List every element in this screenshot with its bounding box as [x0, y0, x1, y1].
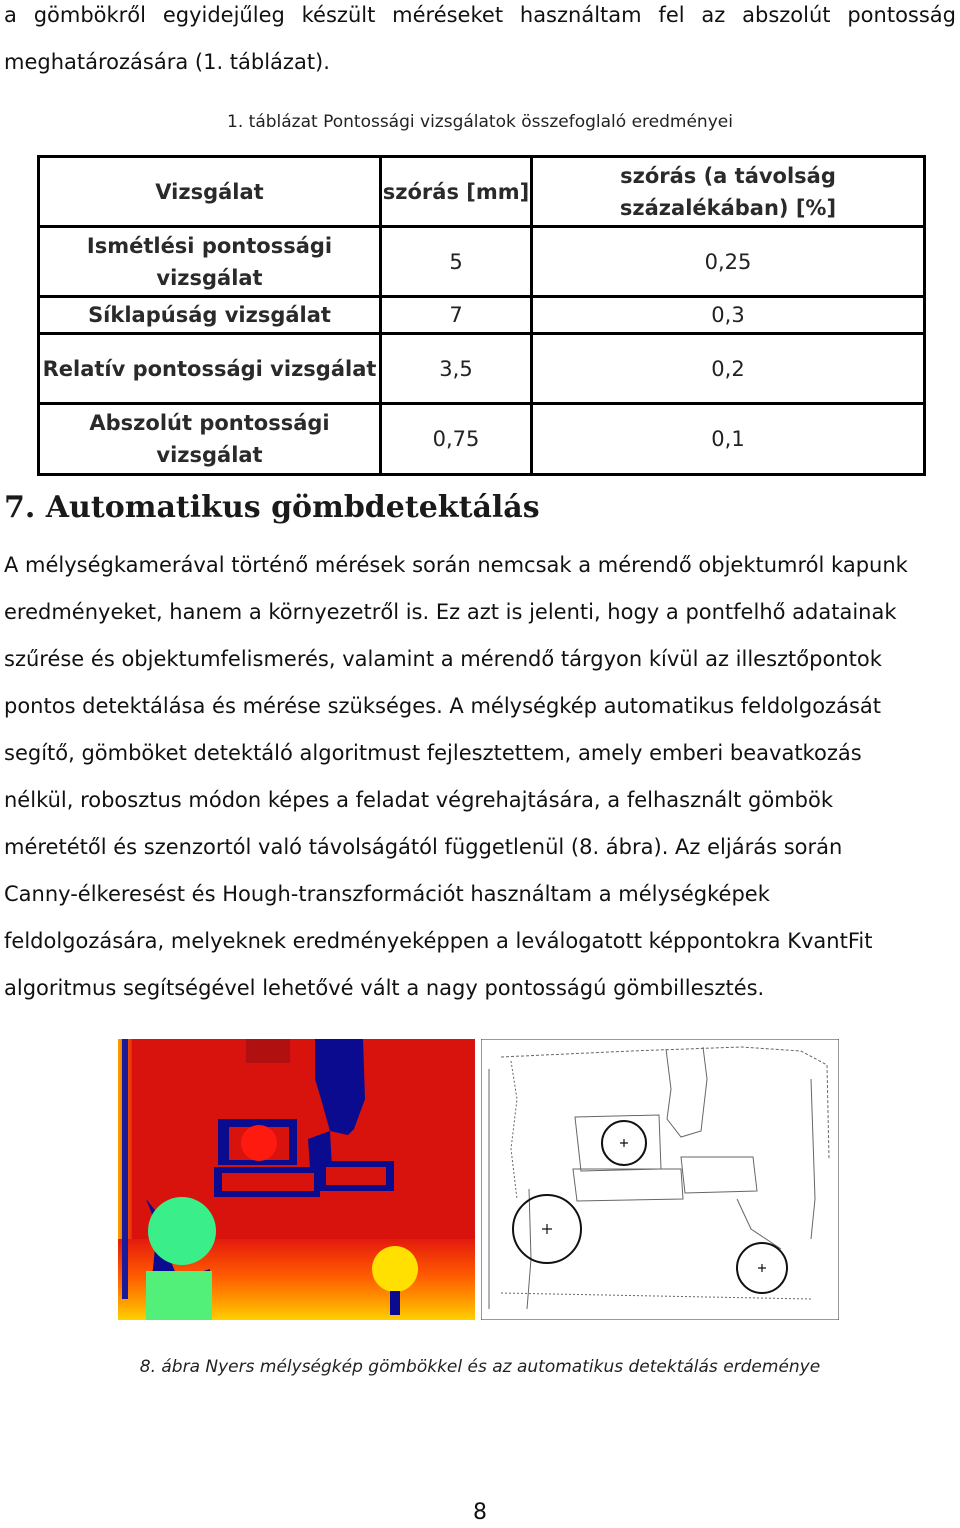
- section-heading: 7. Automatikus gömbdetektálás: [4, 490, 540, 525]
- intro-paragraph: [4, 0, 956, 94]
- table-row: [39, 297, 925, 334]
- header-szoras-mm: szórás [mm]: [381, 157, 532, 227]
- table-row: [39, 227, 925, 297]
- intro-line: meghatározására (1. táblázat).: [4, 50, 330, 74]
- body-paragraph: [4, 544, 956, 1014]
- results-table: [37, 155, 926, 476]
- body-line: pontos detektálása és mérése szükséges. A mélységkép automatikus feldolgozását: [4, 694, 881, 718]
- depth-shadow-left: [122, 1039, 128, 1299]
- sphere-large-depth: [148, 1197, 216, 1265]
- body-line: A mélységkamerával történő mérések során nemcsak a mérendő objektumról kapunk: [4, 553, 908, 577]
- intro-line: a gömbökről egyidejűleg készült méréseket használtam fel az abszolút pontosság: [4, 3, 956, 27]
- body-line: szűrése és objektumfelismerés, valamint a mérendő tárgyon kívül az illesztőpontok: [4, 647, 882, 671]
- depth-image: [118, 1039, 475, 1320]
- figure-caption: 8. ábra Nyers mélységkép gömbökkel és az automatikus detektálás erdeménye: [139, 1357, 821, 1377]
- body-line: segítő, gömböket detektáló algoritmust fejlesztettem, amely emberi beavatkozás: [4, 741, 862, 765]
- body-line: eredményeket, hanem a környezetről is. Ez azt is jelenti, hogy a pontfelhő adatainak: [4, 600, 897, 624]
- table-header-row: [39, 157, 925, 227]
- depth-dark-region: [246, 1039, 290, 1063]
- depth-object-red: [222, 1173, 314, 1191]
- body-line: feldolgozására, melyeknek eredményeképpen a leválogatott képpontokra KvantFit: [4, 929, 873, 953]
- row-percent: 0,2: [532, 334, 925, 404]
- page-number: 8: [473, 1500, 487, 1525]
- table-row: [39, 334, 925, 404]
- sphere-medium-depth: [372, 1246, 418, 1292]
- row-mm: 3,5: [381, 334, 532, 404]
- row-percent: 0,25: [532, 227, 925, 297]
- depth-object-green: [146, 1271, 212, 1320]
- row-name: Relatív pontossági vizsgálat: [39, 334, 381, 404]
- header-vizsgalat: Vizsgálat: [39, 157, 381, 227]
- body-line: Canny-élkeresést és Hough-transzformációt használtam a mélységképek: [4, 882, 770, 906]
- row-mm: 0,75: [381, 404, 532, 475]
- header-szoras-percent: szórás (a távolság százalékában) [%]: [532, 157, 925, 227]
- body-line: méretétől és szenzortól való távolságától függetlenül (8. ábra). Az eljárás során: [4, 835, 843, 859]
- body-line: algoritmus segítségével lehetővé vált a nagy pontosságú gömbillesztés.: [4, 976, 765, 1000]
- row-percent: 0,3: [532, 297, 925, 334]
- depth-object-red: [326, 1167, 386, 1185]
- row-percent: 0,1: [532, 404, 925, 475]
- body-line: nélkül, robosztus módon képes a feladat végrehajtására, a felhasznált gömbök: [4, 788, 834, 812]
- row-mm: 5: [381, 227, 532, 297]
- sphere-small-depth: [241, 1125, 277, 1161]
- depth-shadow-sphere: [390, 1291, 400, 1315]
- row-name: Ismétlési pontossági vizsgálat: [39, 227, 381, 297]
- edge-detection-image: [481, 1039, 839, 1320]
- row-name: Síklapúság vizsgálat: [39, 297, 381, 334]
- table-caption: 1. táblázat Pontossági vizsgálatok összefoglaló eredményei: [227, 112, 733, 132]
- row-mm: 7: [381, 297, 532, 334]
- row-name: Abszolút pontossági vizsgálat: [39, 404, 381, 475]
- table-row: [39, 404, 925, 475]
